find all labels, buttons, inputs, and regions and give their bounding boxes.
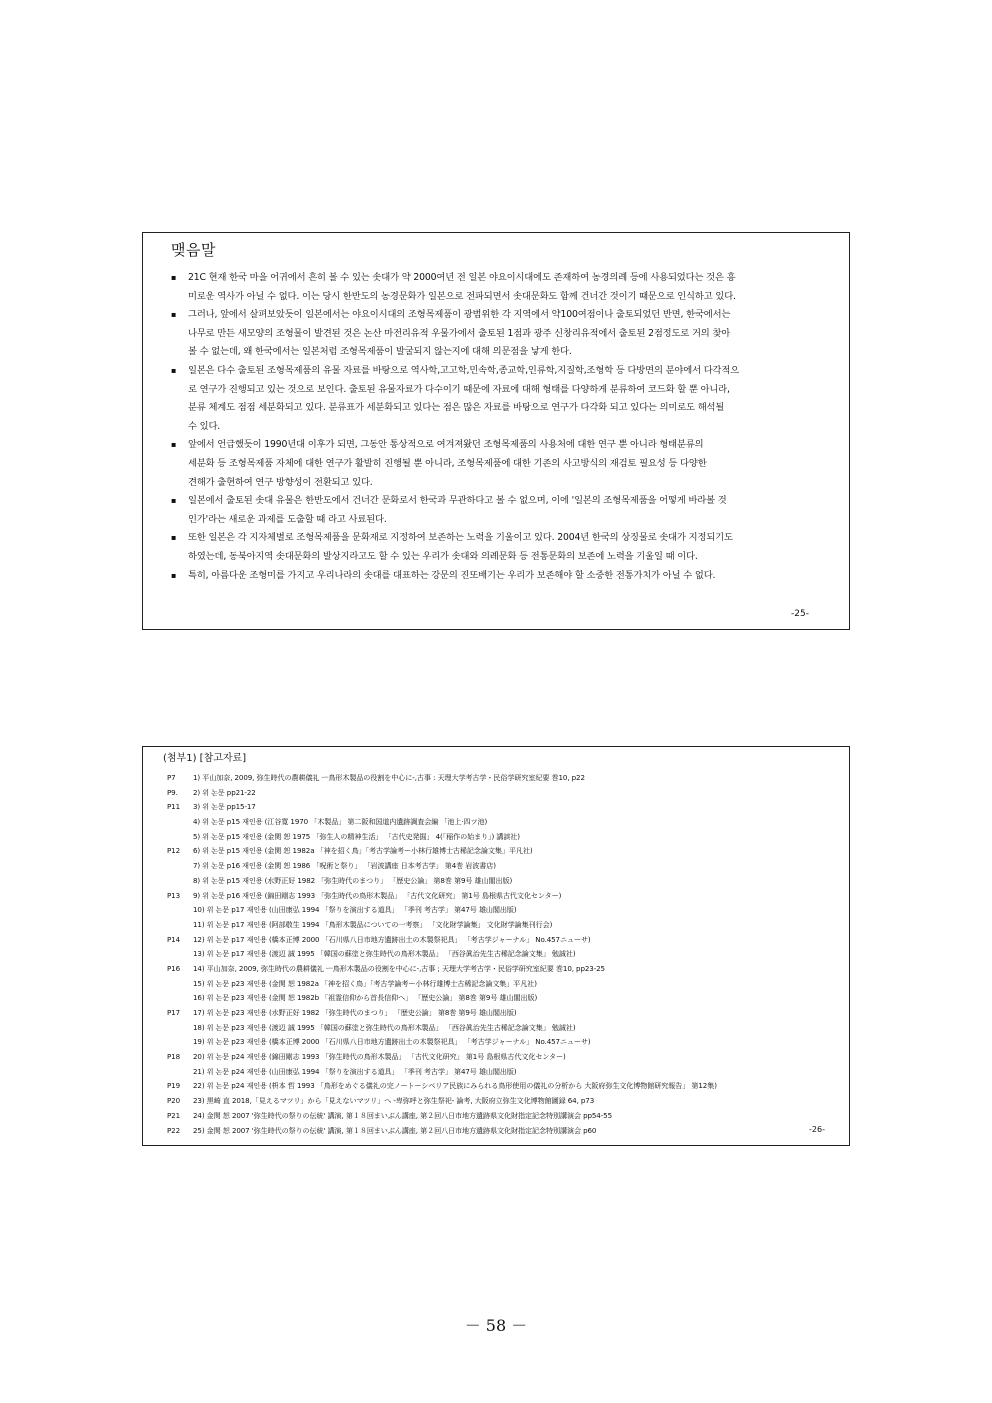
reference-item xyxy=(167,1021,847,1036)
reference-item xyxy=(167,844,847,859)
reference-item xyxy=(167,977,847,992)
bullet-item xyxy=(171,529,833,566)
reference-item xyxy=(167,1124,847,1139)
bullet-marker: ▪ xyxy=(171,273,177,282)
reference-item xyxy=(167,903,847,918)
reference-item xyxy=(167,933,847,948)
bullet-line: 세분화 등 조형목제품 자체에 대한 연구가 활발히 진행될 뿐 아니라, 조형목제품에 대한 기존의 사고방식의 재검토 필요성 등 다양한 xyxy=(188,457,707,469)
reference-text: 24) 金関 恕 2007 '弥生時代の祭りの伝統' 講演, 第１８回まいぶん講座, 第２回八日市地方遺跡県文化財指定記念特別講演会 pp54-55 xyxy=(193,1110,613,1120)
bullet-marker: ▪ xyxy=(171,533,177,543)
bullet-line: 나무로 만든 새모양의 조형물이 발견된 것은 논산 마전리유적 우물가에서 출토된 1점과 광주 신창리유적에서 출토된 2점정도로 거의 찾아 xyxy=(188,327,731,339)
reference-item xyxy=(167,815,847,830)
bullet-line: 미로운 역사가 아닐 수 없다. 이는 당시 한반도의 농경문화가 일본으로 전파되면서 솟대문화도 함께 건너간 것이기 때문으로 인식하고 있다. xyxy=(188,290,736,302)
bullet-line: 볼 수 없는데, 왜 한국에서는 일본처럼 조형목제품이 발굴되지 않는지에 대해 의문점을 낳게 한다. xyxy=(188,346,572,358)
reference-text: 3) 위 논문 pp15-17 xyxy=(193,802,256,812)
reference-text: 12) 위 논문 p17 재인용 (橋本正博 2000 「石川県八日市地方遺跡出土の木製祭祀具」 「考古学ジャーナル」 No.457ニューサ) xyxy=(193,934,591,944)
bullet-line: 21C 현재 한국 마을 어귀에서 흔히 볼 수 있는 솟대가 약 2000여년 전 일본 야요이시대에도 존재하여 농경의례 등에 사용되었다는 것은 흥 xyxy=(188,272,736,283)
document-page-number: － 58 － xyxy=(464,1316,528,1335)
reference-item xyxy=(167,947,847,962)
slide-title: (첨부1) [참고자료] xyxy=(163,753,247,764)
reference-text: 25) 金関 恕 2007 '弥生時代の祭りの伝統' 講演, 第１８回まいぶん講座, 第２回八日市地方遺跡県文化財指定記念特別講演会 p60 xyxy=(193,1125,597,1135)
reference-item xyxy=(167,1065,847,1080)
bullet-list xyxy=(171,269,833,585)
reference-text: 9) 위 논문 p16 재인용 (錦田剛志 1993 「弥生時代の鳥形木製品」 「古代文化研究」 第1号 島根県古代文化センター) xyxy=(193,890,562,900)
reference-text: 13) 위 논문 p17 재인용 (渡辺 誠 1995 「韓国の蘇塗と弥生時代の鳥形木製品」 「西谷眞治先生古稀記念論文集」 勉誠社) xyxy=(193,949,576,959)
reference-item xyxy=(167,859,847,874)
reference-page: P20 xyxy=(167,1096,181,1106)
bullet-marker: ▪ xyxy=(171,440,177,450)
reference-text: 23) 黒崎 直 2018,「見えるマツリ」から「見えないマツリ」へ -卑弥呼と弥生祭祀- 論考, 大阪府立弥生文化博物館圖録 64, p73 xyxy=(193,1096,595,1106)
reference-page: P22 xyxy=(167,1125,181,1135)
slide-title: 맺음말 xyxy=(171,241,216,259)
reference-page: P12 xyxy=(167,846,181,856)
reference-page: P11 xyxy=(167,802,181,812)
reference-text: 19) 위 논문 p23 재인용 (橋本正博 2000 「石川県八日市地方遺跡出土の木製祭祀具」 「考古学ジャーナル」 No.457ニューサ) xyxy=(193,1037,591,1047)
bullet-marker: ▪ xyxy=(171,496,177,506)
reference-text: 15) 위 논문 p23 재인용 (金関 恕 1982a 「神を招く鳥」「考古学論考ー小林行雄博士古稀記念論文集」平凡社) xyxy=(193,978,537,988)
reference-page: P18 xyxy=(167,1052,181,1062)
bullet-line: 분류 체계도 점점 세분화되고 있다. 분류표가 세분화되고 있다는 점은 많은 자료를 바탕으로 연구가 다각화 되고 있다는 의미로도 해석될 xyxy=(188,402,725,414)
slide-page-number: -25- xyxy=(791,609,809,619)
reference-text: 10) 위 논문 p17 재인용 (山田康弘 1994 「祭りを演出する道具」 「季刊 考古学」 第47号 雄山閣出版) xyxy=(193,905,517,915)
bullet-marker: ▪ xyxy=(171,310,177,320)
reference-text: 18) 위 논문 p23 재인용 (渡辺 誠 1995 「韓国の蘇塗と弥生時代の鳥形木製品」 「西谷眞治先生古稀記念論文集」 勉誠社) xyxy=(193,1022,576,1032)
slide-page-number: -26- xyxy=(809,1125,825,1134)
reference-item xyxy=(167,1035,847,1050)
reference-item xyxy=(167,786,847,801)
reference-page: P17 xyxy=(167,1008,181,1017)
bullet-line: 일본에서 출토된 솟대 유물은 한반도에서 건너간 문화로서 한국과 무관하다고 볼 수 없으며, 이에 '일본의 조형목제품을 어떻게 바라볼 것 xyxy=(188,495,727,507)
bullet-line: 그러나, 앞에서 살펴보았듯이 일본에서는 야요이시대의 조형목제품이 광범위한 각 지역에서 약100여점이나 출토되었던 반면, 한국에서는 xyxy=(188,309,731,321)
reference-text: 7) 위 논문 p16 재인용 (金関 恕 1986 「呪術と祭り」 「岩波講座 日本考古学」 第4巻 岩波書店) xyxy=(193,861,496,871)
reference-text: 16) 위 논문 p23 재인용 (金関 恕 1982b 「祖霊信仰から首長信仰へ」 「歴史公論」 第8巻 第9号 雄山閣出版) xyxy=(193,993,538,1003)
reference-text: 6) 위 논문 p15 재인용 (金関 恕 1982a 「神を招く鳥」「考古学論考ー小林行雄博士古稀記念論文集」平凡社) xyxy=(193,846,533,856)
bullet-marker: ▪ xyxy=(171,365,177,375)
reference-text: 21) 위 논문 p24 재인용 (山田康弘 1994 「祭りを演出する道具」 「季刊 考古学」 第47号 雄山閣出版) xyxy=(193,1066,517,1076)
bullet-item xyxy=(171,492,833,529)
reference-text: 14) 平山加奈, 2009, 弥生時代の農耕儀礼 ㅡ鳥形木製品の役割を中心に-,古事 ; 天理大学考古学・民俗学研究室紀要 巻10, pp23-25 xyxy=(193,963,605,973)
reference-item xyxy=(167,874,847,889)
slide-references xyxy=(142,746,850,1146)
reference-item xyxy=(167,1006,847,1021)
reference-page: P14 xyxy=(167,934,181,944)
reference-text: 2) 위 논문 pp21-22 xyxy=(193,787,256,797)
reference-page: P19 xyxy=(167,1081,181,1091)
reference-text: 4) 위 논문 p15 재인용 (江谷寛 1970 「木製品」 第二阪和国道内遺跡調査会編 「池上·四ツ池) xyxy=(193,817,488,827)
bullet-line: 로 연구가 진행되고 있는 것으로 보인다. 출토된 유물자료가 다수이기 때문에 자료에 대해 형태를 다양하게 분류하여 코드화 할 뿐 아니라, xyxy=(188,383,730,395)
bullet-line: 견해가 출현하여 연구 방향성이 전환되고 있다. xyxy=(188,476,373,488)
reference-item xyxy=(167,962,847,977)
bullet-line: 특히, 아름다운 조형미를 가지고 우리나라의 솟대를 대표하는 강문의 진또배기는 우리가 보존해야 할 소중한 전통가치가 아닐 수 없다. xyxy=(188,569,716,581)
reference-text: 20) 위 논문 p24 재인용 (錦田剛志 1993 「弥生時代の鳥形木製品」 「古代文化研究」 第1号 島根県古代文化センター) xyxy=(193,1052,566,1062)
bullet-item xyxy=(171,567,833,586)
bullet-item xyxy=(171,306,833,362)
slide-conclusion xyxy=(142,232,850,630)
bullet-line: 또한 일본은 각 지자체별로 조형목제품을 문화재로 지정하여 보존하는 노력을 기울이고 있다. 2004년 한국의 상징물로 솟대가 지정되기도 xyxy=(188,532,733,544)
reference-text: 1) 平山加奈, 2009, 弥生時代の農耕儀礼 ㅡ鳥形木製品の役割を中心に-,古事 : 天理大学考古学・民俗学研究室紀要 巻10, p22 xyxy=(193,773,585,782)
reference-page: P9. xyxy=(167,787,178,797)
bullet-item xyxy=(171,269,833,306)
reference-item xyxy=(167,1094,847,1109)
reference-item xyxy=(167,991,847,1006)
reference-item xyxy=(167,1109,847,1124)
reference-page: P21 xyxy=(167,1110,181,1120)
reference-text: 22) 위 논문 p24 재인용 (枡本 哲 1993 「鳥形をめぐる儀礼の完ノートーシベリア民族にみられる鳥形使用の儀礼の分析から 大阪府弥生文化博物館研究報告」 第12集) xyxy=(193,1081,717,1091)
bullet-marker: ▪ xyxy=(171,570,177,580)
bullet-line: 수 있다. xyxy=(188,420,221,432)
reference-item xyxy=(167,771,847,786)
reference-text: 8) 위 논문 p15 재인용 (水野正好 1982 「弥生時代のまつり」 「歴史公論」 第8巻 第9号 雄山閣出版) xyxy=(193,875,513,885)
reference-item xyxy=(167,800,847,815)
reference-list xyxy=(167,771,847,1138)
bullet-line: 하였는데, 동북아지역 솟대문화의 발상지라고도 할 수 있는 우리가 솟대와 의례문화 등 전통문화의 보존에 노력을 기울일 때 이다. xyxy=(188,550,698,562)
reference-page: P13 xyxy=(167,890,181,900)
reference-page: P7 xyxy=(167,773,176,782)
reference-item xyxy=(167,918,847,933)
reference-text: 17) 위 논문 p23 재인용 (水野正好 1982 「弥生時代のまつり」 「歴史公論」 第8巻 第9号 雄山閣出版) xyxy=(193,1008,517,1017)
bullet-line: 앞에서 언급했듯이 1990년대 이후가 되면, 그동안 통상적으로 여겨져왔던 조형목제품의 사용처에 대한 연구 뿐 아니라 형태분류의 xyxy=(188,439,704,451)
reference-page: P16 xyxy=(167,963,181,973)
reference-item xyxy=(167,1050,847,1065)
bullet-item xyxy=(171,362,833,436)
reference-item xyxy=(167,830,847,845)
bullet-item xyxy=(171,436,833,492)
reference-item xyxy=(167,1079,847,1094)
bullet-line: 인가'라는 새로운 과제를 도출할 때 라고 사료된다. xyxy=(188,513,387,525)
bullet-line: 일본은 다수 출토된 조형목제품의 유물 자료를 바탕으로 역사학,고고학,민속학,종교학,인류학,지질학,조형학 등 다방면의 분야에서 다각적으 xyxy=(188,364,740,376)
reference-text: 5) 위 논문 p15 재인용 (金関 恕 1975 「弥生人の精神生活」 「古代史発掘」 4(「稲作の始まり」) 講談社) xyxy=(193,831,520,841)
reference-text: 11) 위 논문 p17 재인용 (阿部敬生 1994 「鳥形木製品についての一考察」 「文化財学論集」 文化財学論集刊行会) xyxy=(193,919,553,929)
reference-item xyxy=(167,889,847,904)
